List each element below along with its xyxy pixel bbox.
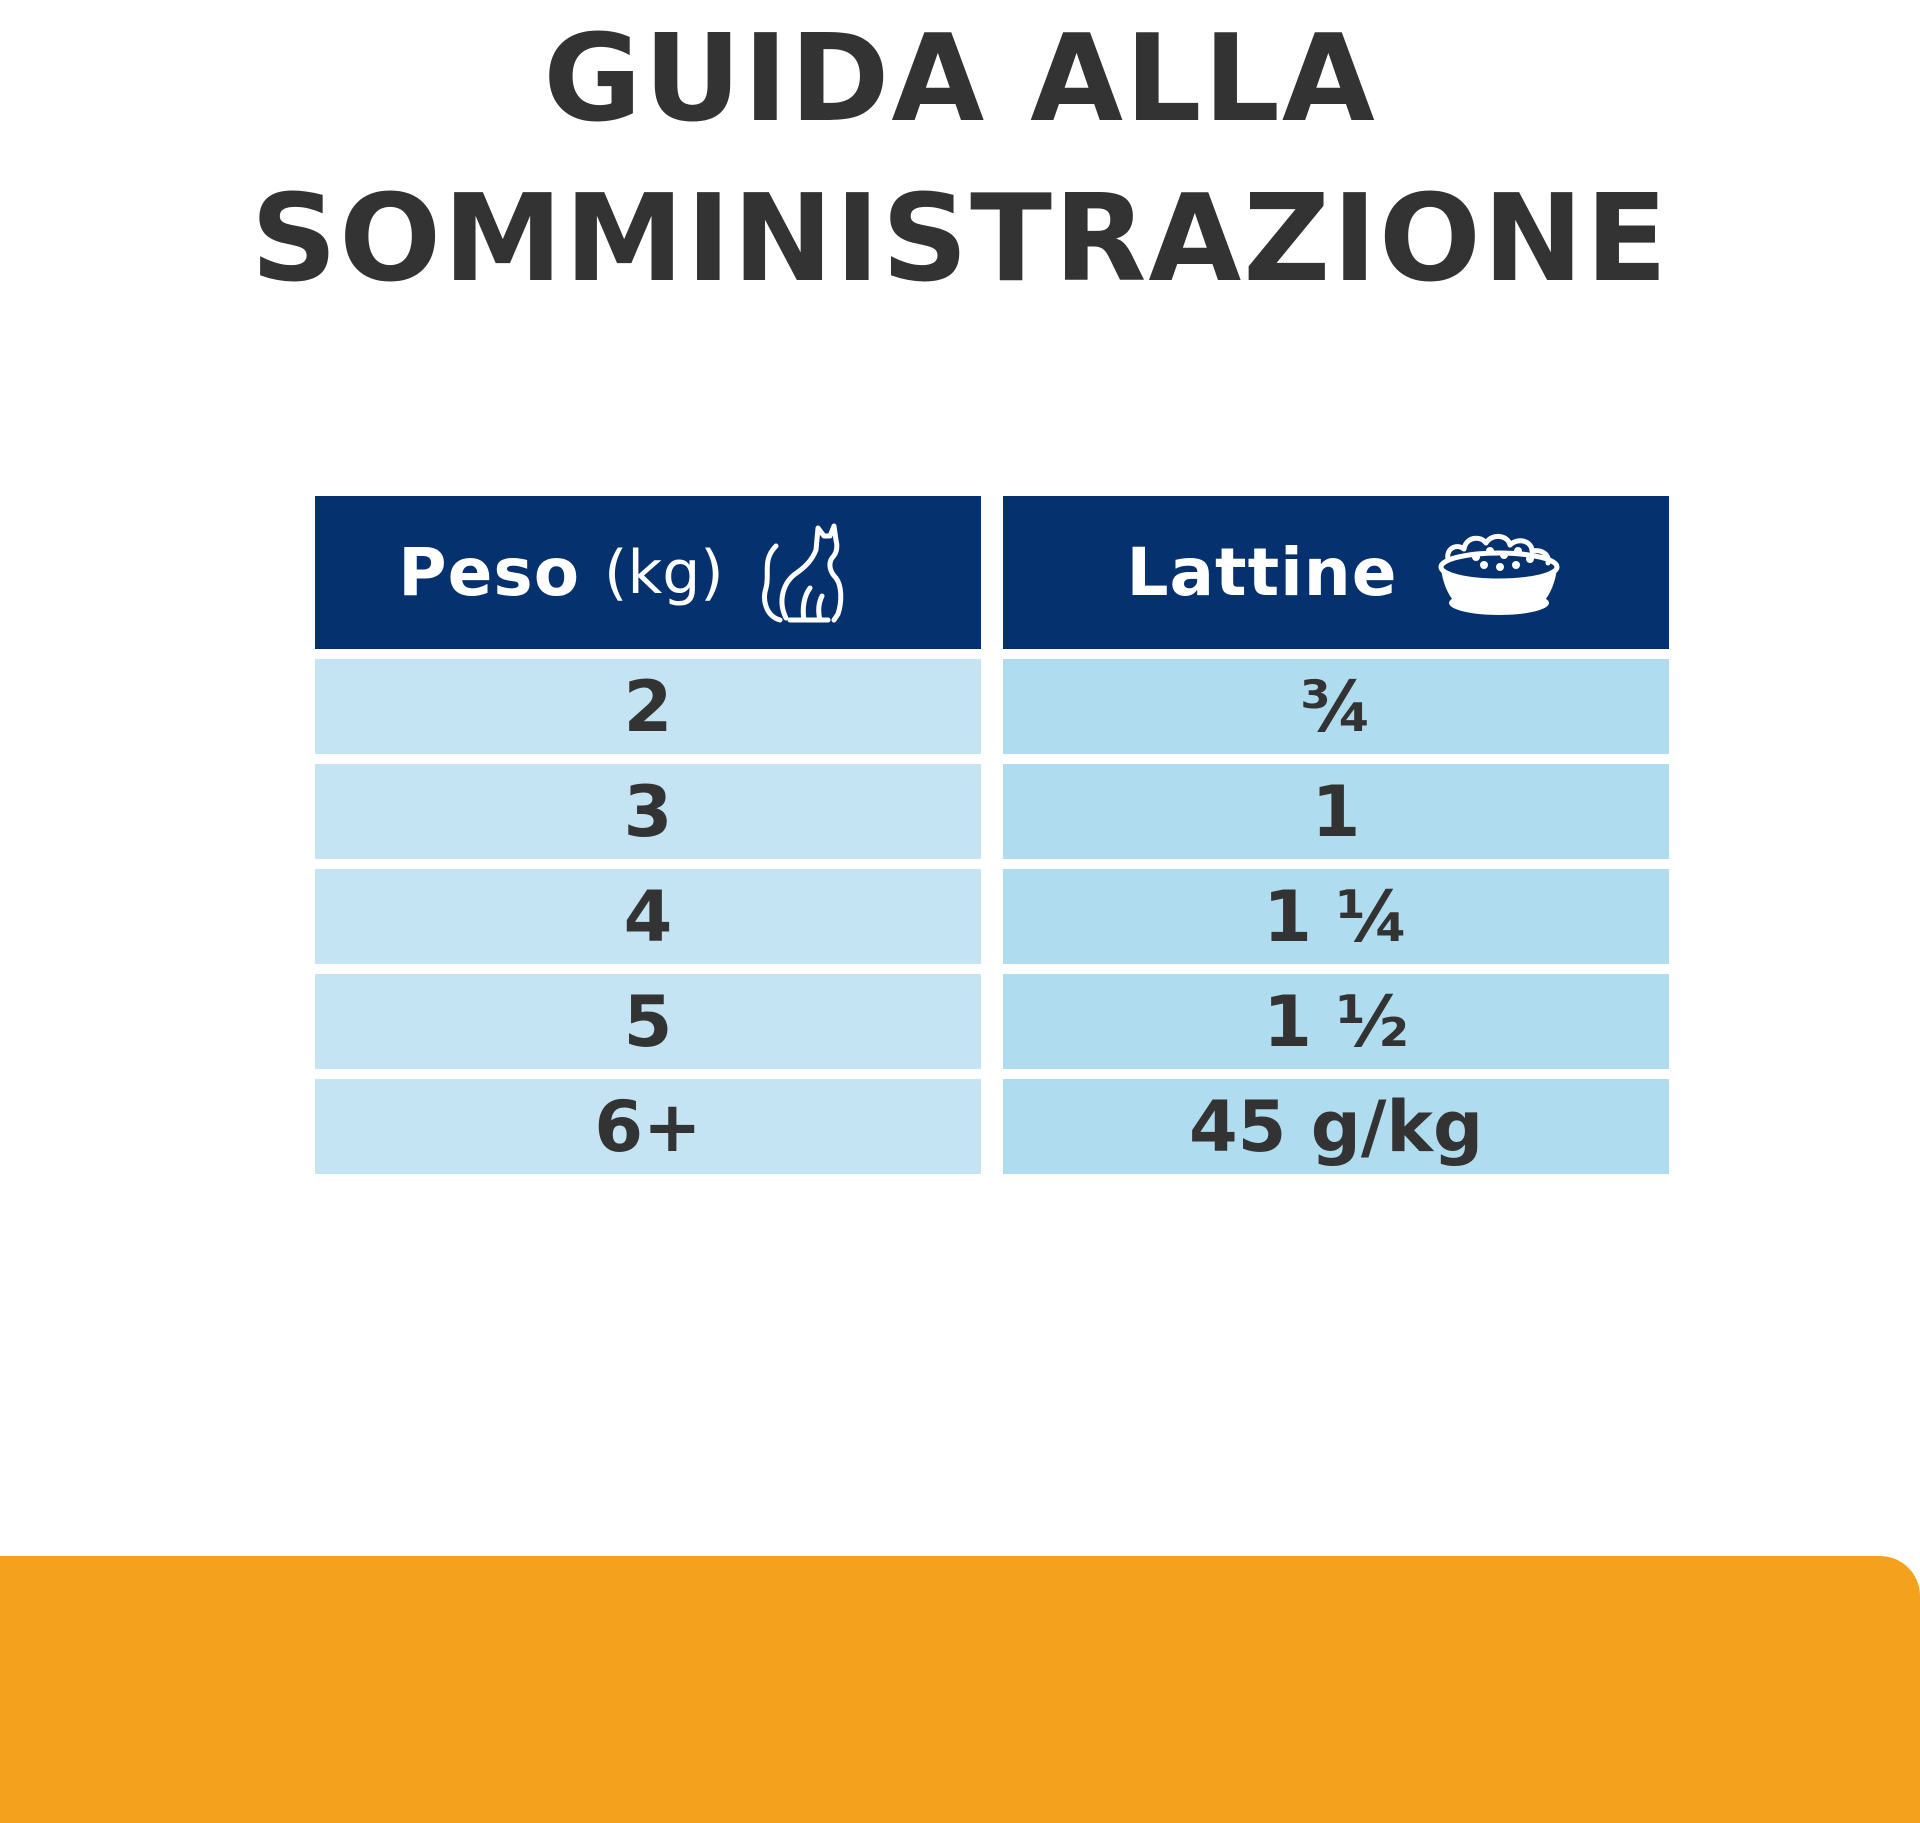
weight-cell: 2 xyxy=(315,659,981,754)
cat-icon xyxy=(758,516,848,630)
weight-cell: 6+ xyxy=(315,1079,981,1174)
food-bowl-icon xyxy=(1432,523,1566,623)
weight-cell: 5 xyxy=(315,974,981,1069)
weight-header-label: Peso xyxy=(398,534,581,611)
cans-header xyxy=(1003,496,1669,649)
cans-cell: 1 ¼ xyxy=(1003,869,1669,964)
table-row xyxy=(315,764,1669,859)
page-title-line-2: SOMMINISTRAZIONE xyxy=(250,170,1670,309)
page-title-line-1: GUIDA ALLA xyxy=(543,10,1377,149)
cans-header-label: Lattine xyxy=(1126,534,1398,611)
cans-cell: ¾ xyxy=(1003,659,1669,754)
bottom-color-band xyxy=(0,1556,1920,1823)
cans-cell: 1 xyxy=(1003,764,1669,859)
table-row xyxy=(315,1079,1669,1174)
feeding-table xyxy=(315,496,1669,1174)
weight-header xyxy=(315,496,981,649)
weight-cell: 4 xyxy=(315,869,981,964)
table-row xyxy=(315,659,1669,754)
cans-cell: 45 g/kg xyxy=(1003,1079,1669,1174)
cans-cell: 1 ½ xyxy=(1003,974,1669,1069)
table-row xyxy=(315,974,1669,1069)
weight-cell: 3 xyxy=(315,764,981,859)
table-header-row xyxy=(315,496,1669,649)
page-title xyxy=(0,0,1920,320)
table-row xyxy=(315,869,1669,964)
weight-header-unit: (kg) xyxy=(604,537,724,608)
